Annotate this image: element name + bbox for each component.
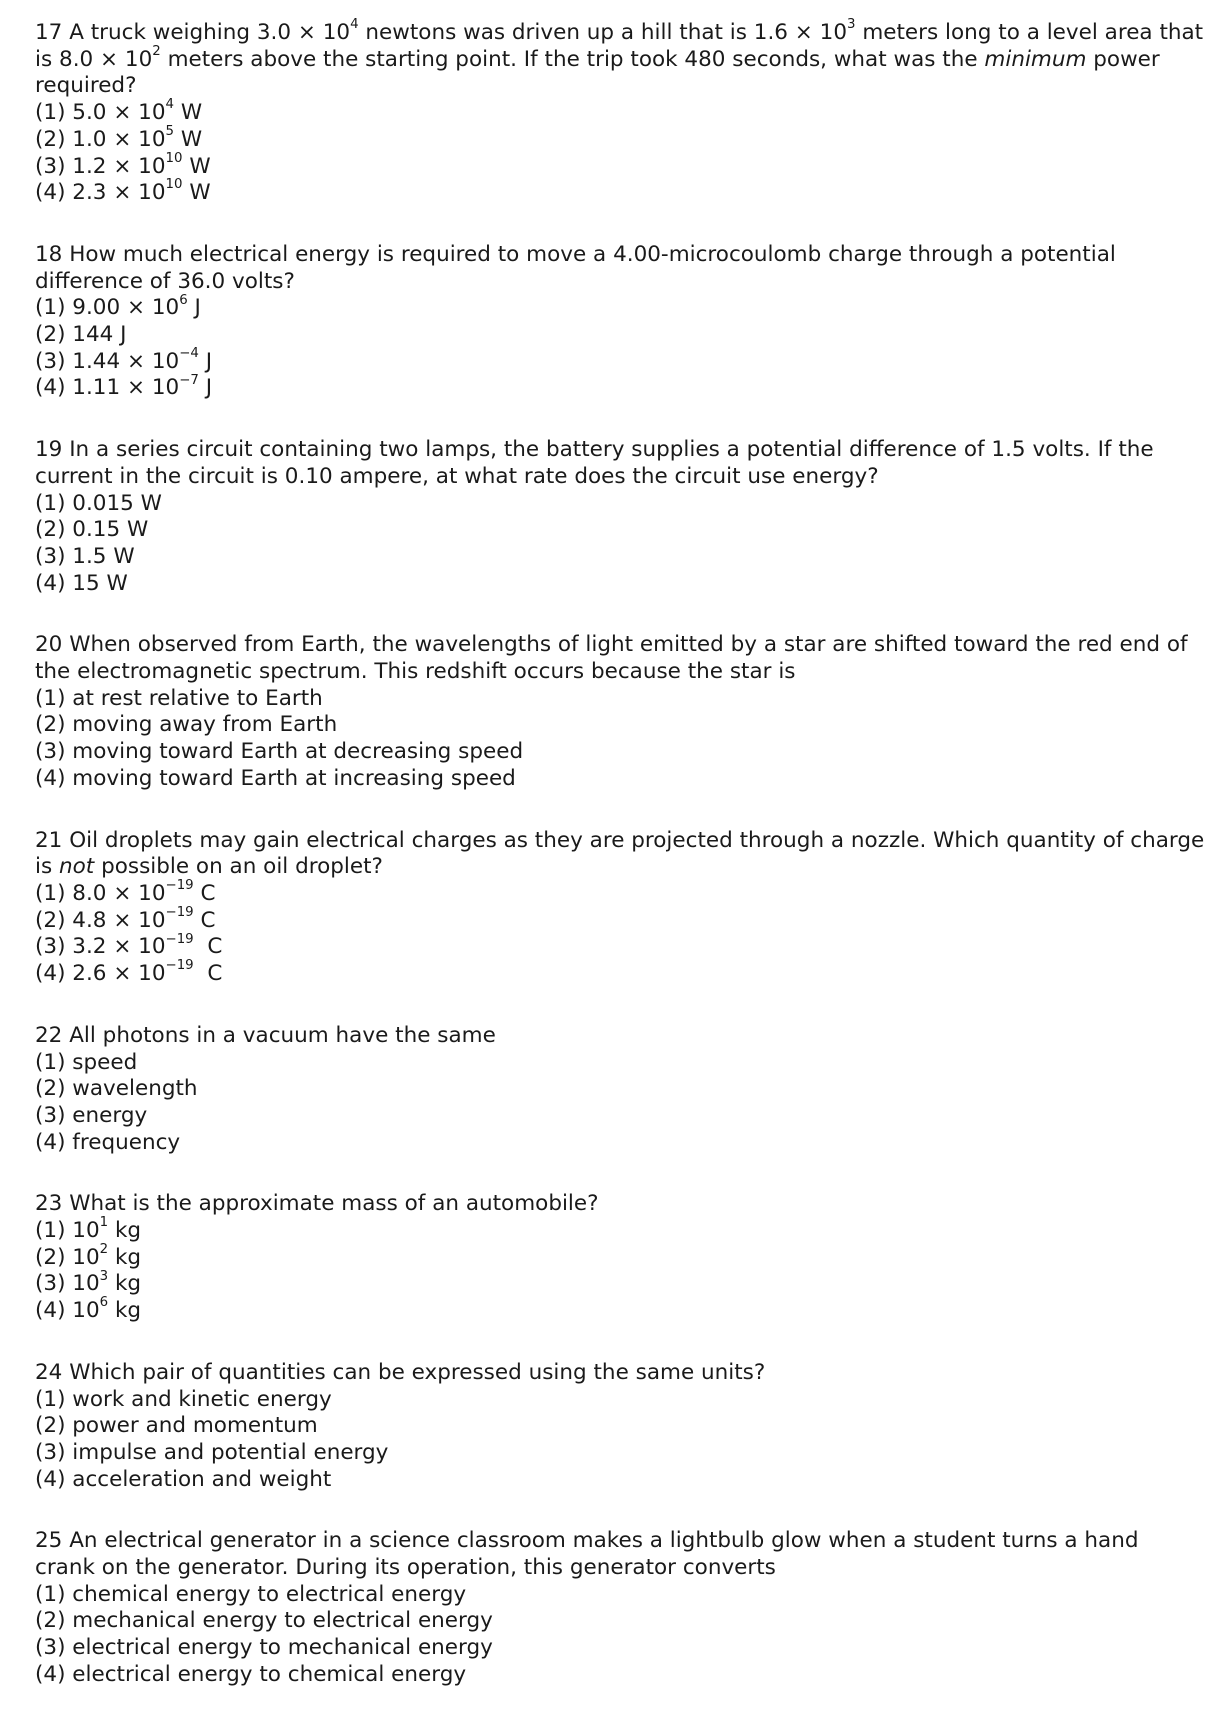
answer-option-3	[35, 931, 1205, 961]
superscript-exponent: 3	[847, 17, 856, 33]
question-stem	[35, 827, 1212, 881]
text-segment: (4) 2.3 × 10	[35, 180, 166, 206]
superscript-exponent: 1	[99, 1215, 109, 1231]
text-segment: (2) 1.0 × 10	[35, 126, 166, 152]
text-segment: 17 A truck weighing 3.0 × 10	[35, 20, 351, 45]
answer-option-2	[35, 322, 1205, 349]
question-stem	[35, 17, 1210, 100]
text-segment: (3) energy	[35, 1102, 148, 1128]
text-segment: (4) 2.6 × 10	[35, 961, 166, 987]
superscript-exponent: 4	[350, 17, 359, 33]
text-segment: (1) 10	[35, 1218, 100, 1244]
answer-option-4	[35, 571, 1205, 598]
question-23	[35, 1191, 1205, 1325]
text-segment: kg	[108, 1298, 142, 1324]
text-segment: (3) impulse and potential energy	[35, 1439, 389, 1465]
answer-option-2	[35, 904, 1205, 935]
superscript-exponent: 6	[99, 1295, 109, 1311]
text-segment: (1) 5.0 × 10	[35, 100, 166, 126]
answer-option-1	[35, 686, 1205, 713]
answer-option-4	[35, 177, 1205, 207]
text-segment: (1) 9.00 × 10	[35, 295, 180, 321]
text-segment: 20 When observed from Earth, the wavelengths of light emitted by a star are shifted toward the red end of the electromagnetic spectrum. This redshift occurs because the star is	[35, 632, 1195, 685]
superscript-exponent: −19	[165, 904, 194, 920]
text-segment: 19 In a series circuit containing two lamps, the battery supplies a potential difference of 1.5 volts. If the current in the circuit is 0.10 ampere, at what rate does the circuit use energy?	[35, 437, 1161, 489]
question-19	[35, 437, 1205, 597]
text-segment: (2) mechanical energy to electrical energy	[35, 1608, 493, 1634]
text-segment: kg	[108, 1244, 142, 1270]
text-segment: possible on an oil droplet?	[94, 854, 383, 880]
text-segment: power required?	[35, 46, 1167, 99]
text-segment: (3) 1.5 W	[35, 543, 135, 569]
answer-option-2	[35, 1608, 1205, 1635]
answer-option-2	[35, 1076, 1205, 1103]
question-17	[35, 17, 1210, 207]
text-segment: W	[174, 100, 203, 126]
superscript-exponent: 4	[165, 97, 175, 113]
text-segment: kg	[108, 1271, 142, 1297]
text-segment: C	[193, 934, 223, 960]
exam-page	[35, 17, 1212, 1724]
answer-option-1	[35, 878, 1205, 908]
superscript-exponent: −19	[165, 958, 194, 974]
answer-option-3	[35, 1635, 1205, 1662]
text-segment: (2) power and momentum	[35, 1413, 318, 1439]
answer-option-4	[35, 1130, 1205, 1157]
superscript-exponent: 10	[165, 177, 183, 193]
text-segment: 23 What is the approximate mass of an automobile?	[35, 1191, 599, 1217]
text-segment: (2) 4.8 × 10	[35, 907, 166, 933]
text-segment: (1) at rest relative to Earth	[35, 685, 323, 711]
question-stem	[35, 1023, 1205, 1050]
text-segment: (4) 1.11 × 10	[35, 375, 180, 401]
text-segment: (4) 10	[35, 1298, 100, 1324]
text-segment: meters above the starting point. If the trip took 480 seconds, what was the	[160, 46, 985, 72]
text-segment: W	[174, 126, 203, 152]
text-segment: (1) 0.015 W	[35, 490, 162, 516]
text-segment: (3) moving toward Earth at decreasing speed	[35, 739, 524, 765]
superscript-exponent: 6	[179, 292, 188, 308]
superscript-exponent: −4	[179, 345, 199, 361]
question-22	[35, 1023, 1205, 1157]
text-segment: (2) moving away from Earth	[35, 712, 338, 738]
answer-option-2	[35, 124, 1205, 154]
answer-option-4	[35, 372, 1205, 402]
text-segment: (3) 3.2 × 10	[35, 934, 166, 960]
answer-option-1	[35, 97, 1205, 127]
text-segment: (3) electrical energy to mechanical energy	[35, 1635, 493, 1661]
text-segment: J	[187, 295, 201, 321]
text-segment: (1) work and kinetic energy	[35, 1386, 332, 1412]
text-segment: (3) 1.44 × 10	[35, 348, 180, 374]
question-18	[35, 242, 1205, 402]
text-segment: C	[193, 907, 216, 933]
question-21	[35, 827, 1212, 988]
question-stem	[35, 242, 1205, 295]
text-segment: (2) wavelength	[35, 1076, 198, 1102]
emphasized-text: minimum	[984, 46, 1087, 72]
answer-option-2	[35, 517, 1205, 544]
answer-option-4	[35, 958, 1205, 988]
text-segment: C	[193, 880, 216, 906]
answer-option-1	[35, 1582, 1205, 1609]
text-segment: newtons was driven up a hill that is 1.6 × 10	[358, 20, 848, 45]
question-stem	[35, 632, 1205, 685]
answer-option-1	[35, 292, 1205, 322]
answer-option-2	[35, 1241, 1205, 1272]
text-segment: 18 How much electrical energy is required to move a 4.00-microcoulomb charge through a potential difference of 36.0 volts?	[35, 241, 1123, 294]
text-segment: (4) electrical energy to chemical energy	[35, 1661, 467, 1687]
text-segment: (1) speed	[35, 1049, 138, 1075]
question-25	[35, 1528, 1205, 1688]
text-segment: 24 Which pair of quantities can be expressed using the same units?	[35, 1359, 766, 1385]
answer-option-4	[35, 1295, 1205, 1325]
text-segment: J	[198, 348, 213, 374]
question-stem	[35, 1191, 1205, 1218]
text-segment: (1) 8.0 × 10	[35, 880, 166, 906]
answer-option-2	[35, 1413, 1205, 1440]
answer-option-3	[35, 1440, 1205, 1467]
answer-option-3	[35, 345, 1205, 376]
answer-option-1	[35, 1050, 1205, 1077]
text-segment: (4) acceleration and weight	[35, 1466, 332, 1492]
answer-option-3	[35, 1268, 1205, 1298]
text-segment: (3) 1.2 × 10	[35, 153, 166, 179]
text-segment: 25 An electrical generator in a science classroom makes a lightbulb glow when a student turns a hand crank on the generator. During its operation, this generator converts	[35, 1528, 1146, 1581]
text-segment: 21 Oil droplets may gain electrical charges as they are projected through a nozzle. Which quantity of charge is	[35, 827, 1212, 880]
question-20	[35, 632, 1205, 792]
text-segment: (2) 144 J	[35, 322, 127, 348]
text-segment: J	[198, 375, 213, 401]
superscript-exponent: 3	[99, 1268, 109, 1284]
text-segment: (2) 10	[35, 1244, 100, 1270]
text-segment: kg	[108, 1218, 142, 1244]
superscript-exponent: 2	[152, 43, 161, 59]
answer-option-1	[35, 1387, 1205, 1414]
question-stem	[35, 437, 1205, 490]
text-segment: (4) frequency	[35, 1129, 181, 1155]
text-segment: 22 All photons in a vacuum have the same	[35, 1022, 496, 1048]
answer-option-2	[35, 712, 1205, 739]
emphasized-text: not	[59, 854, 95, 880]
answer-option-4	[35, 1662, 1205, 1689]
superscript-exponent: −19	[165, 931, 194, 947]
question-24	[35, 1360, 1205, 1494]
answer-option-4	[35, 766, 1205, 793]
answer-option-4	[35, 1467, 1205, 1494]
text-segment: C	[193, 961, 223, 987]
answer-option-1	[35, 1215, 1205, 1245]
answer-option-1	[35, 491, 1205, 518]
answer-option-3	[35, 150, 1205, 181]
answer-option-3	[35, 739, 1205, 766]
superscript-exponent: −7	[179, 372, 199, 388]
answer-option-3	[35, 1103, 1205, 1130]
superscript-exponent: 5	[165, 124, 175, 139]
text-segment: meters long to a level area that is 8.0 × 10	[35, 20, 1210, 72]
text-segment: (4) moving toward Earth at increasing speed	[35, 765, 516, 791]
text-segment: W	[182, 153, 211, 179]
question-stem	[35, 1528, 1205, 1581]
text-segment: (3) 10	[35, 1271, 100, 1297]
superscript-exponent: 2	[99, 1241, 109, 1257]
text-segment: W	[182, 180, 211, 206]
question-stem	[35, 1360, 1205, 1387]
answer-option-3	[35, 544, 1205, 571]
text-segment: (2) 0.15 W	[35, 517, 149, 543]
text-segment: (4) 15 W	[35, 570, 128, 596]
superscript-exponent: −19	[165, 878, 194, 894]
text-segment: (1) chemical energy to electrical energy	[35, 1581, 467, 1607]
superscript-exponent: 10	[165, 150, 183, 166]
